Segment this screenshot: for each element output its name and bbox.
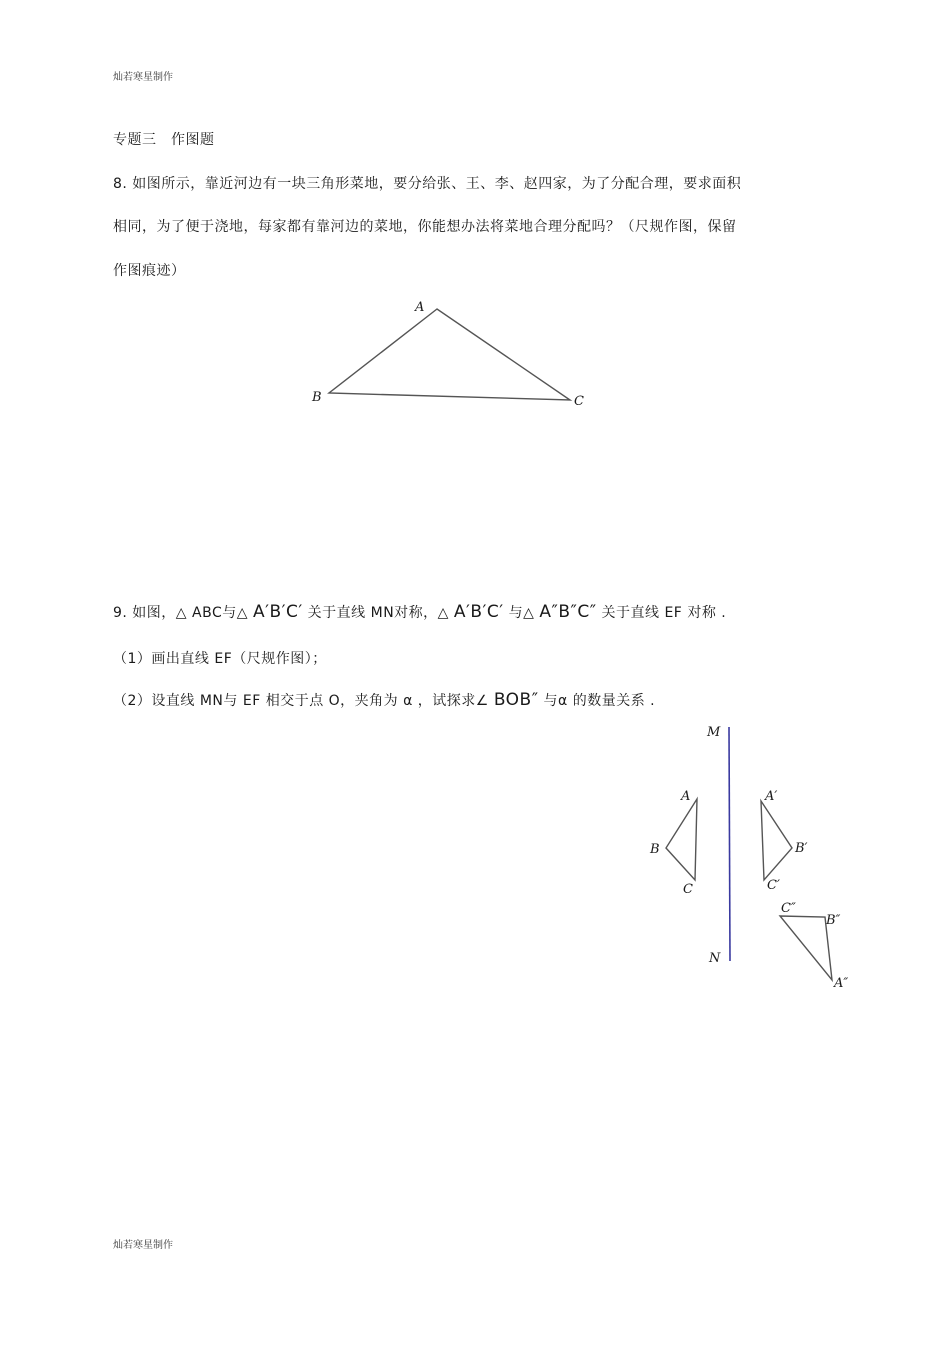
label-a: A [415,300,425,315]
line-mn [729,727,730,961]
q9-line-1 [113,602,726,622]
label-b2: B″ [826,913,841,928]
label-c: C [574,394,584,409]
page-header: 灿若寒星制作 [113,72,173,83]
q8-line-2: 相同，为了便于浇地，每家都有靠河边的菜地，你能想办法将菜地合理分配吗？（尺规作图，保留 [113,219,737,235]
page-footer: 灿若寒星制作 [113,1240,173,1251]
label-c-q9: C [683,882,693,897]
label-b: B [312,390,322,405]
q9-sub-2-text-1: （2）设直线 MN与 EF 相交于点 O，夹角为 α ，试探求∠ [113,693,489,709]
label-m: M [707,725,721,740]
label-c1: C′ [767,878,780,893]
q8-line-1: 8. 如图所示，靠近河边有一块三角形菜地，要分给张、王、李、赵四家，为了分配合理，要求面积 [113,176,742,192]
q9-text-1: 9. 如图，△ ABC与△ [113,605,249,621]
q9-angle-bob2: BOB″ [493,690,539,710]
triangle-a2b2c2 [780,916,832,980]
q9-text-2: 关于直线 MN对称，△ [307,605,449,621]
q9-triangle-a1b1c1: A′B′C′ [252,602,303,622]
q9-triangle-a1b1c1-second: A′B′C′ [453,602,504,622]
triangle-a1b1c1 [761,801,792,880]
q9-sub-2 [113,690,655,710]
q9-sub-2-text-2: 与α 的数量关系 . [543,693,656,709]
triangle-abc-q9 [666,799,697,880]
label-b-q9: B [650,842,660,857]
label-a2: A″ [834,976,849,991]
q9-triangle-a2b2c2: A″B″C″ [539,602,597,622]
label-b1: B′ [795,841,808,856]
q9-sub-1: （1）画出直线 EF（尺规作图）； [113,651,327,667]
section-title: 专题三 作图题 [113,132,215,148]
q9-text-3: 与△ [508,605,535,621]
triangle-abc [329,309,570,400]
label-n: N [709,951,721,966]
q8-line-3: 作图痕迹） [113,263,186,279]
label-a-q9: A [681,789,691,804]
label-a1: A′ [765,789,778,804]
q9-text-4: 关于直线 EF 对称 . [601,605,727,621]
label-c2: C″ [781,901,796,916]
